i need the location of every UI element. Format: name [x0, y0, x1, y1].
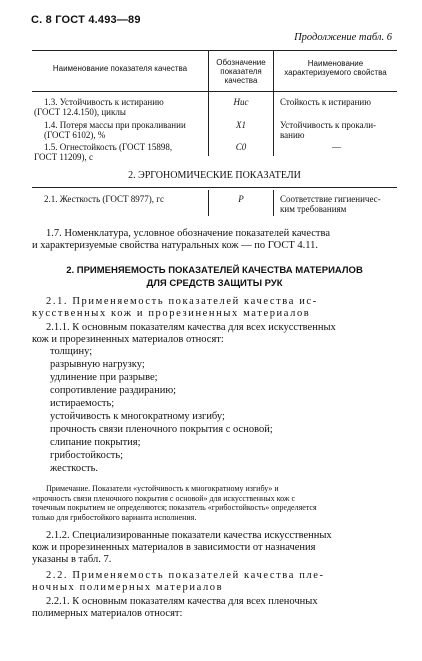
- paragraph-2-2: 2.2. Применяемость показателей качества пле- ночных полимерных материалов: [32, 570, 325, 593]
- row-name: (ГОСТ 12.4.150), циклы: [34, 107, 126, 117]
- table-row: [32, 97, 397, 119]
- col-header-property: Наименование характеризуемого свойства: [284, 59, 387, 77]
- quality-table: [32, 50, 397, 214]
- list-item: истираемость;: [50, 398, 115, 409]
- row-name: ГОСТ 11209), с: [34, 152, 93, 162]
- table-row: [32, 142, 397, 164]
- row-name: 1.5. Огнестойкость (ГОСТ 15898,: [44, 142, 173, 152]
- paragraph-1-7: 1.7. Номенклатура, условное обозначение показателей качества и характеризуемые свойства натуральных кож — по ГОСТ 4.11.: [32, 228, 330, 251]
- list-item: сопротивление раздиранию;: [50, 385, 177, 396]
- divider: [273, 51, 274, 91]
- page-header: С. 8 ГОСТ 4.493—89: [31, 14, 141, 26]
- row-property: ким требованиям: [280, 204, 347, 214]
- row-name: 2.1. Жесткость (ГОСТ 8977), гс: [44, 194, 164, 204]
- table-continuation-label: Продолжение табл. 6: [294, 32, 392, 43]
- row-property: ванию: [280, 130, 305, 140]
- col-header-name: Наименование показателя качества: [52, 64, 188, 73]
- table-row: [32, 120, 397, 142]
- paragraph-2-1-2: 2.1.2. Специализированные показатели качества искусственных кож и прорезиненных материалов в зависимости от назначения указаны в табл. 7.: [32, 530, 332, 565]
- list-item: разрывную нагрузку;: [50, 359, 145, 370]
- list-item: удлинение при разрыве;: [50, 372, 158, 383]
- paragraph-2-1: 2.1. Применяемость показателей качества ис- кусственных кож и прорезиненных материалов: [32, 296, 318, 319]
- row-name: 1.3. Устойчивость к истиранию: [44, 97, 164, 107]
- divider: [32, 187, 397, 188]
- row-property: Устойчивость к прокали-: [280, 120, 377, 130]
- row-name: 1.4. Потеря массы при прокаливании (ГОСТ 6102), %: [44, 120, 186, 140]
- section-heading: 2. ЭРГОНОМИЧЕСКИЕ ПОКАЗАТЕЛИ: [128, 170, 301, 181]
- table-header: [32, 50, 397, 92]
- row-property: Соответствие гигиеничес-: [280, 194, 381, 204]
- row-symbol: X1: [236, 120, 246, 130]
- paragraph-2-1-1: 2.1.1. К основным показателям качества для всех искусственных кож и прорезиненных материалов относят:: [32, 322, 336, 345]
- section-heading: 2. ПРИМЕНЯЕМОСТЬ ПОКАЗАТЕЛЕЙ КАЧЕСТВА МАТЕРИАЛОВ ДЛЯ СРЕДСТВ ЗАЩИТЫ РУК: [66, 265, 363, 289]
- row-property: —: [332, 142, 341, 152]
- note: Примечание. Показатели «устойчивость к многократному изгибу» и «прочность связи пленочного покрытия с основой» для искусственных кож с точечным покрытием не определяются; показатель «грибостойкость» определяется только для грибостойкого варианта исполнения.: [32, 484, 317, 522]
- list-item: устойчивость к многократному изгибу;: [50, 411, 225, 422]
- list-item: жесткость.: [50, 463, 99, 474]
- row-property: Стойкость к истиранию: [280, 97, 371, 107]
- col-header-symbol: Обозначение показателя качества: [216, 58, 266, 85]
- paragraph-2-2-1: 2.2.1. К основным показателям качества для всех пленочных полимерных материалов относят:: [32, 596, 318, 619]
- list-item: слипание покрытия;: [50, 437, 141, 448]
- list-item: прочность связи пленочного покрытия с основой;: [50, 424, 273, 435]
- row-symbol: C0: [235, 142, 247, 152]
- divider: [208, 51, 209, 91]
- list-item: грибостойкость;: [50, 450, 124, 461]
- row-symbol: Hис: [233, 97, 249, 107]
- list-item: толщину;: [50, 346, 93, 357]
- table-row: [32, 194, 397, 216]
- row-symbol: P: [238, 194, 244, 204]
